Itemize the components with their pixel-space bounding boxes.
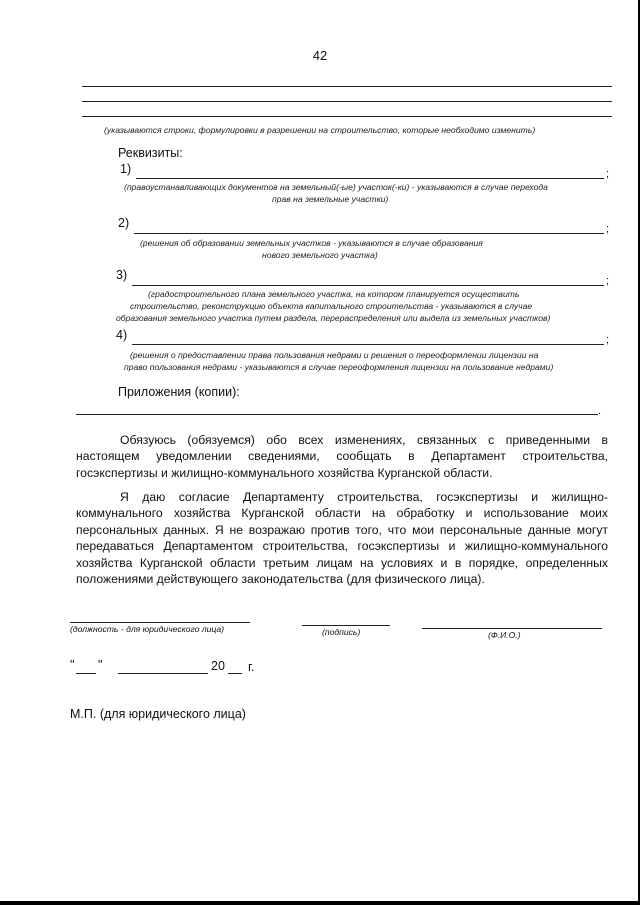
requisite-4-semicolon: ;: [606, 334, 610, 346]
requisite-2-semicolon: ;: [606, 223, 610, 235]
requisite-3-note-line-2: строительство, реконструкцию объекта капитального строительства - указываются в случае: [130, 301, 533, 311]
position-line: [70, 622, 250, 623]
signature-line: [302, 625, 390, 626]
top-note: (указываются строки, формулировки в разрешении на строительство, которые необходимо изменить): [104, 125, 536, 135]
requisite-2-number: 2): [118, 216, 130, 230]
requisite-1-note-line-2: прав на земельные участки): [272, 194, 389, 204]
stamp-label: М.П. (для юридического лица): [70, 707, 246, 721]
requisite-4-line: [132, 344, 604, 345]
consent-paragraph: Я даю согласие Департаменту строительства, госэкспертизы и жилищно-коммунального хозяйства Курганской области на обработку и использование моих персональных данных. Я не возражаю против того, что мои персональные данные могут передаваться Департаментом строительства, госэкспертизы и жилищно-коммунального хозяйства Курганской области третьим лицам на условиях и в порядке, определенных положениями действующего законодательства (для физического лица).: [76, 490, 608, 587]
requisite-1-note-line-1: (правоустанавливающих документов на земельный(-ые) участок(-ки) - указываются в случае перехода: [124, 182, 548, 192]
change-line-2: [82, 101, 612, 102]
position-caption: (должность - для юридического лица): [70, 624, 225, 634]
date-open-quote: ": [70, 658, 75, 672]
requisite-1-line: [136, 178, 604, 179]
attachments-line: [76, 414, 598, 415]
requisite-2-note-line-2: нового земельного участка): [262, 250, 378, 260]
fio-caption: (Ф.И.О.): [488, 630, 521, 640]
date-year-suffix: г.: [248, 660, 255, 674]
requisites-title: Реквизиты:: [118, 146, 183, 160]
attachments-title: Приложения (копии):: [118, 385, 240, 399]
signature-caption: (подпись): [322, 627, 361, 637]
requisite-3-line: [132, 285, 604, 286]
page-number: 42: [312, 48, 328, 63]
requisite-4-note-line-1: (решения о предоставлении права пользования недрами и решения о переоформлении лицензии на: [130, 350, 539, 360]
scan-edge-bottom: [0, 901, 640, 905]
requisite-2-line: [134, 233, 604, 234]
requisite-1-number: 1): [120, 162, 132, 176]
change-line-1: [82, 86, 612, 87]
date-year-line: [228, 673, 242, 674]
requisite-4-note-line-2: право пользования недрами - указываются в случае переоформления лицензии на пользование недрами): [124, 362, 554, 372]
date-day-line: [76, 673, 96, 674]
requisite-3-semicolon: ;: [606, 275, 610, 287]
requisite-2-note-line-1: (решения об образовании земельных участков - указываются в случае образования: [140, 238, 483, 248]
date-month-line: [118, 673, 208, 674]
requisite-3-number: 3): [116, 268, 128, 282]
change-line-3: [82, 116, 612, 117]
attachments-end: .: [598, 405, 602, 417]
obligation-paragraph: Обязуюсь (обязуемся) обо всех изменениях, связанных с приведенными в настоящем уведомлении сведениями, сообщать в Департамент строительства, госэкспертизы и жилищно-коммунального хозяйства Курганской области.: [76, 433, 608, 480]
fio-line: [422, 628, 602, 629]
date-year-prefix: 20: [211, 659, 225, 673]
requisite-3-note-line-1: (градостроительного плана земельного участка, на котором планируется осуществить: [148, 289, 520, 299]
requisite-4-number: 4): [116, 328, 128, 342]
date-close-quote: ": [98, 658, 103, 672]
requisite-3-note-line-3: образования земельного участка путем раздела, перераспределения или выдела из земельных участков): [116, 313, 551, 323]
requisite-1-semicolon: ;: [606, 168, 610, 180]
